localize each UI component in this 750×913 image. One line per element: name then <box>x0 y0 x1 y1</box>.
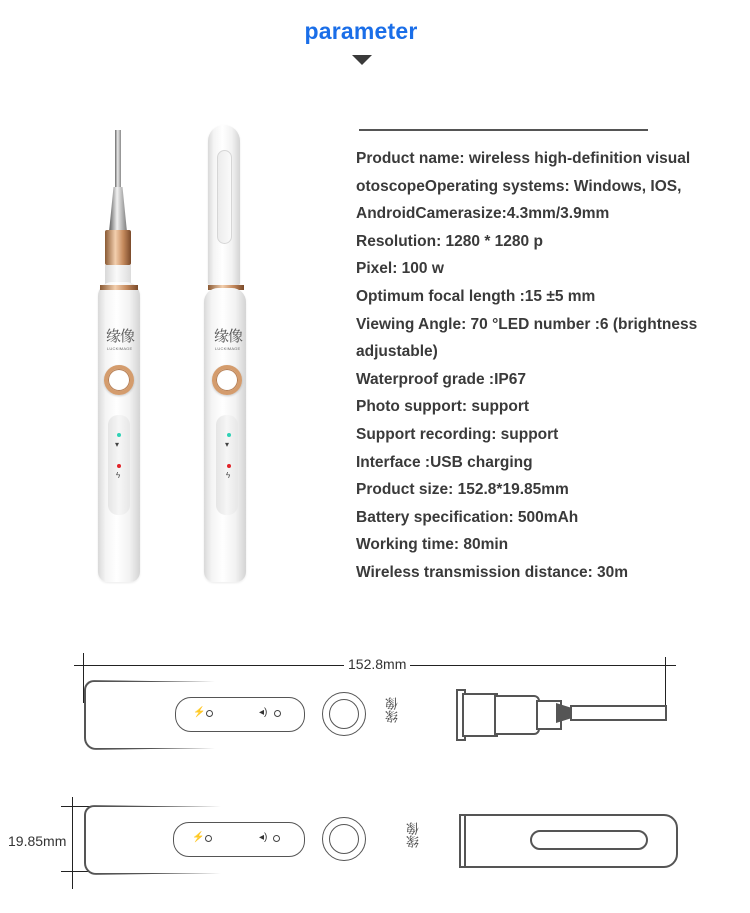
spec-item: Product name: wireless high-definition visual otoscopeOperating systems: Windows, IOS, AndroidCamerasize:4.3mm/3.9mm <box>356 150 691 223</box>
width-dimension-line <box>72 797 73 889</box>
drawing-width <box>0 795 750 905</box>
wifi-icon: ▾ <box>225 440 230 449</box>
lightning-icon: ⚡ <box>192 832 205 843</box>
drawing-brand-logo: 缘像 <box>386 697 401 723</box>
lightning-icon: ⚡ <box>193 707 206 718</box>
drawing-power-button-inner <box>329 824 359 854</box>
wifi-led <box>227 433 231 437</box>
spec-item: Viewing Angle: 70 °LED number :6 (brightness adjustable) <box>356 315 698 361</box>
spec-item: Working time: 80min <box>356 536 509 554</box>
width-label: 19.85mm <box>8 833 67 849</box>
spec-item: Support recording: support <box>356 425 559 443</box>
charge-led-outline <box>206 710 213 717</box>
power-button <box>104 365 134 395</box>
spec-item: Pixel: 100 w <box>356 260 444 278</box>
charge-led-outline <box>205 835 212 842</box>
spec-item: Wireless transmission distance: 30m <box>356 563 629 581</box>
drawing-probe-rod <box>570 705 667 721</box>
triangle-down-icon <box>352 55 372 65</box>
wifi-led-outline <box>273 835 280 842</box>
gold-ring <box>100 285 138 290</box>
spec-item: Interface :USB charging <box>356 453 533 471</box>
cap-slot <box>217 150 232 244</box>
brand-logo-cn: 缘像 <box>214 327 243 345</box>
spec-item: Resolution: 1280 * 1280 p <box>356 232 543 250</box>
brand-logo-cn: 缘像 <box>106 327 135 345</box>
page-title: parameter <box>304 18 418 44</box>
wifi-icon: ◂) <box>259 707 268 718</box>
spec-item: Battery specification: 500mAh <box>356 508 579 526</box>
spec-item: Optimum focal length :15 ±5 mm <box>356 287 596 305</box>
product-photo-probe <box>90 125 150 585</box>
length-label: 152.8mm <box>344 656 410 672</box>
spec-item: Product size: 152.8*19.85mm <box>356 481 569 499</box>
lightning-icon: ϟ <box>116 471 121 480</box>
wifi-led <box>117 433 121 437</box>
brand-logo-en: LUCKIMAGE <box>107 346 133 351</box>
probe-cone <box>109 187 127 232</box>
probe-rod <box>115 130 121 190</box>
brand-logo-en: LUCKIMAGE <box>215 346 241 351</box>
drawing-neck-1 <box>462 693 498 737</box>
charge-led <box>117 464 121 468</box>
spec-divider <box>359 129 648 131</box>
drawing-length <box>0 645 750 755</box>
charge-led <box>227 464 231 468</box>
lightning-icon: ϟ <box>226 471 231 480</box>
length-tick-right <box>665 657 666 709</box>
wifi-led-outline <box>274 710 281 717</box>
drawing-neck-2 <box>494 695 540 735</box>
gold-collar <box>105 230 131 265</box>
wifi-icon: ◂) <box>259 832 268 843</box>
spec-list <box>356 145 746 587</box>
drawing-power-button-inner <box>329 699 359 729</box>
wifi-icon: ▾ <box>115 440 120 449</box>
spec-item: Photo support: support <box>356 398 530 416</box>
drawing-brand-logo: 缘像 <box>407 822 422 848</box>
drawing-cap-slot <box>530 830 648 850</box>
length-tick-left <box>83 653 84 703</box>
spec-item: Waterproof grade :IP67 <box>356 370 526 388</box>
power-button <box>212 365 242 395</box>
product-photo-cap <box>195 125 255 585</box>
